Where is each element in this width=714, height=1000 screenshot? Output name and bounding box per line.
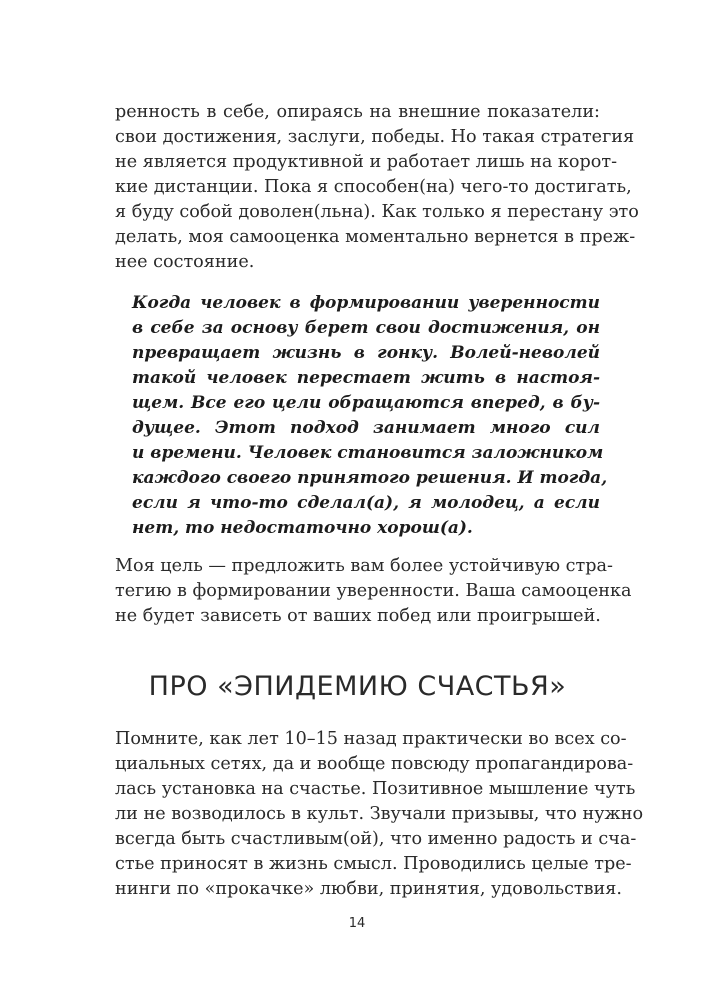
text-line: ренность в себе, опираясь на внешние показатели: [115,102,600,122]
text-line: делать, моя самооценка моментально вернется в преж- [115,227,636,247]
text-line: всегда быть счастливым(ой), что именно радость и сча- [115,829,637,849]
text-line: тегию в формировании уверенности. Ваша самооценка [115,581,632,601]
quote-line: и времени. Человек становится заложником [132,443,604,463]
text-line: я буду собой доволен(льна). Как только я перестану это [115,202,639,222]
text-line: стье приносят в жизнь смысл. Проводились целые тре- [115,854,632,874]
text-line: Помните, как лет 10–15 назад практически во всех со- [115,729,627,749]
text-line: не будет зависеть от ваших побед или проигрышей. [115,606,601,626]
text-line: циальных сетях, да и вообще повсюду пропагандирова- [115,754,634,774]
text-line: нее состояние. [115,252,255,272]
paragraph-intro [115,100,639,275]
quote-line: если я что-то сделал(а), я молодец, а если [132,493,600,513]
text-line: кие дистанции. Пока я способен(на) чего-то достигать, [115,177,632,197]
quote-line: в себе за основу берет свои достижения, он [132,318,600,338]
text-line: лась установка на счастье. Позитивное мышление чуть [115,779,636,799]
paragraph-goal [115,554,632,629]
text-line: не является продуктивной и работает лишь на корот- [115,152,618,172]
page-body [115,100,644,902]
quote-line: такой человек перестает жить в настоя- [132,368,600,388]
text-line: ли не возводилось в культ. Звучали призывы, что нужно [115,804,644,824]
quote-line: каждого своего принятого решения. И тогда, [132,468,608,488]
quote-line: Когда человек в формировании уверенности [132,293,600,313]
quote-line: превращает жизнь в гонку. Волей-неволей [132,343,600,363]
text-line: Моя цель — предложить вам более устойчивую стра- [115,556,613,576]
quote-line: дущее. Этот подход занимает много сил [132,418,600,438]
section-heading: ПРО «ЭПИДЕМИЮ СЧАСТЬЯ» [148,671,567,702]
page-number: 14 [348,916,366,931]
text-line: свои достижения, заслуги, победы. Но такая стратегия [115,127,635,147]
quote-line: нет, то недостаточно хорош(а). [132,518,473,538]
highlighted-quote [132,291,608,541]
text-line: нинги по «прокачке» любви, принятия, удовольствия. [115,879,622,899]
paragraph-section [115,727,644,902]
quote-line: щем. Все его цели обращаются вперед, в бу- [132,393,600,413]
